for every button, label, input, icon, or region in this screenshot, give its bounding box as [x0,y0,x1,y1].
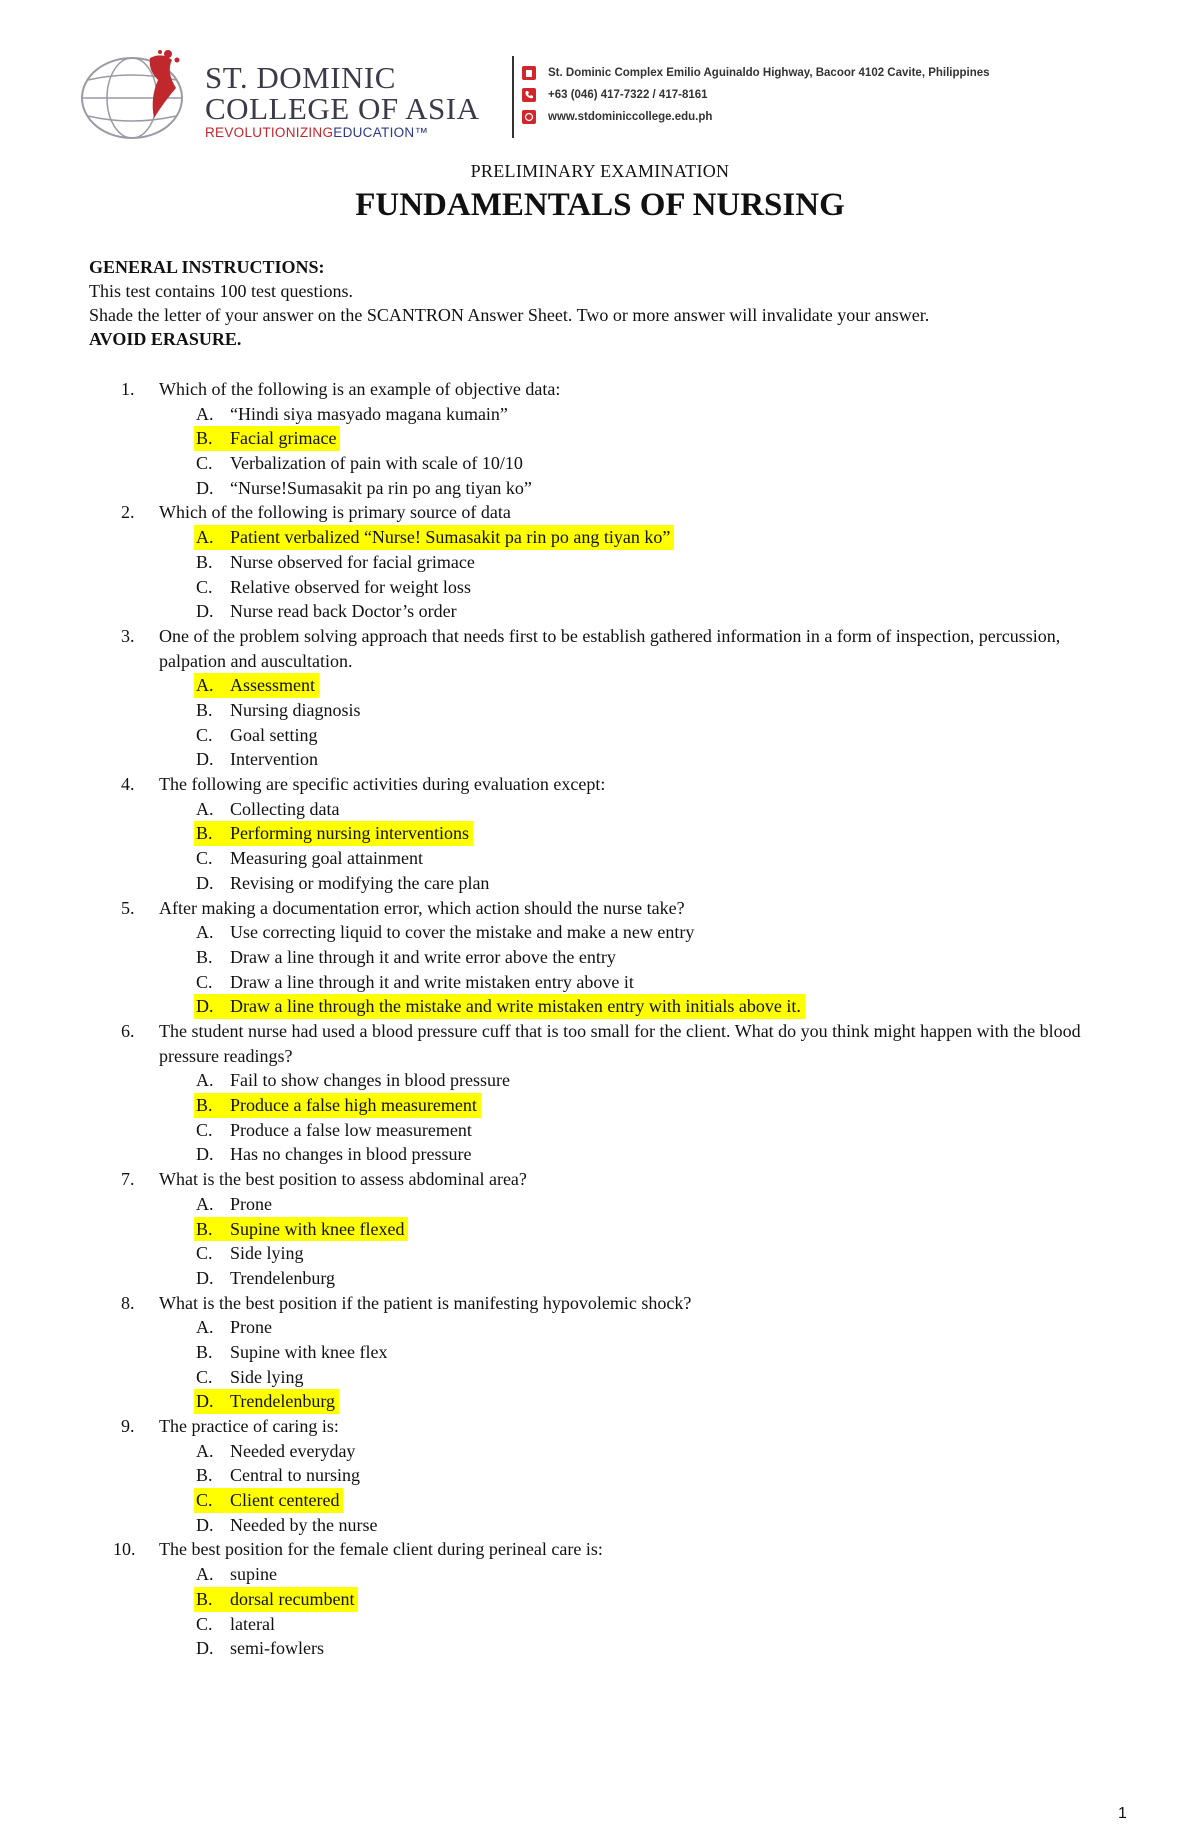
answer-option-correct [0,994,1200,1019]
answer-highlight [194,525,674,550]
option-letter: C. [196,971,213,992]
answer-option-correct [0,426,1200,451]
question-stem [0,1414,1200,1439]
option-text: Trendelenburg [230,1391,335,1412]
answer-highlight [194,1093,481,1118]
contact-address: St. Dominic Complex Emilio Aguinaldo Highway, Bacoor 4102 Cavite, Philippines [522,62,990,84]
logo-name-line2: COLLEGE OF ASIA [205,91,480,126]
question-item [0,1167,1200,1290]
answer-option [0,1241,1200,1266]
option-text: Nursing diagnosis [230,700,361,720]
answer-highlight [194,1217,408,1242]
question-item [0,772,1200,895]
option-letter: B. [196,823,213,844]
answer-option [0,970,1200,995]
answer-option [0,747,1200,772]
question-list [0,377,1200,1661]
option-text: Produce a false high measurement [230,1095,477,1116]
option-letter: C. [196,576,213,597]
option-text: Nurse read back Doctor’s order [230,601,457,622]
question-stem [0,1019,1200,1068]
option-text: Side lying [230,1243,304,1264]
globe-logo-icon [80,48,198,144]
answer-option-correct [0,1488,1200,1513]
question-number: 4. [121,774,135,795]
question-stem [0,1291,1200,1316]
question-stem [0,1537,1200,1562]
answer-option [0,1118,1200,1143]
question-number: 8. [121,1292,135,1313]
option-letter: A. [196,1070,214,1091]
option-letter: C. [196,453,213,474]
question-number: 10. [113,1539,136,1560]
answer-option [0,871,1200,896]
question-stem [0,377,1200,402]
answer-option-correct [0,1093,1200,1118]
option-text: Nurse observed for facial grimace [230,551,475,572]
instructions-heading: GENERAL INSTRUCTIONS: [89,257,325,277]
option-letter: A. [196,403,214,424]
option-text: Measuring goal attainment [230,848,423,869]
option-text: Verbalization of pain with scale of 10/10 [230,453,523,474]
question-stem [0,624,1200,673]
option-letter: B. [196,1095,213,1116]
contact-info [522,62,990,128]
option-letter: B. [196,1218,213,1239]
option-text: Has no changes in blood pressure [230,1144,472,1165]
option-letter: A. [196,922,214,943]
option-text: Supine with knee flex [230,1341,388,1362]
question-text: The student nurse had used a blood pressure cuff that is too small for the client. What do you think might happen with the blood pressure readings? [159,1020,1081,1066]
option-text: Supine with knee flexed [230,1218,405,1239]
answer-option-correct [0,673,1200,698]
option-letter: A. [196,1193,214,1214]
option-letter: D. [196,1638,214,1659]
option-text: Prone [230,1193,272,1214]
option-text: Side lying [230,1366,304,1387]
option-text: Fail to show changes in blood pressure [230,1070,510,1091]
option-letter: A. [196,1440,214,1461]
option-text: Client centered [230,1490,340,1511]
answer-option-correct [0,1217,1200,1242]
option-text: “Nurse!Sumasakit pa rin po ang tiyan ko” [230,477,532,498]
option-text: Produce a false low measurement [230,1119,472,1140]
letterhead [0,0,1200,150]
question-text: The following are specific activities during evaluation except: [159,774,606,795]
answer-option [0,723,1200,748]
answer-option [0,476,1200,501]
contact-website: www.stdominiccollege.edu.ph [522,106,990,128]
answer-highlight [194,821,473,846]
option-letter: B. [196,1465,213,1486]
question-item [0,896,1200,1019]
option-letter: B. [196,551,213,572]
answer-option-correct [0,1587,1200,1612]
option-text: Trendelenburg [230,1267,335,1288]
question-text: Which of the following is primary source of data [159,502,511,523]
question-number: 2. [121,502,135,523]
question-number: 9. [121,1416,135,1437]
answer-option [0,1315,1200,1340]
question-stem [0,896,1200,921]
option-letter: B. [196,700,213,720]
option-text: Revising or modifying the care plan [230,872,490,893]
answer-option [0,1068,1200,1093]
question-item [0,500,1200,623]
question-stem [0,500,1200,525]
option-letter: D. [196,477,214,498]
option-letter: C. [196,848,213,869]
option-letter: D. [196,749,214,770]
instructions-line: Shade the letter of your answer on the SCANTRON Answer Sheet. Two or more answer will invalidate your answer. [89,305,930,325]
option-letter: C. [196,1243,213,1264]
building-icon [522,66,536,80]
page-title: FUNDAMENTALS OF NURSING [355,187,845,223]
option-letter: A. [196,1564,214,1585]
question-text: Which of the following is an example of objective data: [159,379,561,399]
option-letter: A. [196,798,214,819]
answer-option [0,1636,1200,1661]
question-item [0,1414,1200,1537]
question-text: One of the problem solving approach that needs first to be establish gathered information in a form of inspection, percussion, palpation and auscultation. [159,625,1061,671]
option-letter: C. [196,1490,213,1511]
question-stem [0,1167,1200,1192]
option-letter: A. [196,1317,214,1338]
option-letter: C. [196,1119,213,1140]
option-text: Performing nursing interventions [230,823,469,844]
answer-option [0,1612,1200,1637]
question-number: 5. [121,897,135,918]
option-letter: B. [196,428,213,449]
page-number: 1 [1118,1805,1127,1822]
option-text: Needed by the nurse [230,1514,378,1535]
answer-option-correct [0,525,1200,550]
answer-option [0,1365,1200,1390]
answer-option-correct [0,1389,1200,1414]
question-item [0,624,1200,772]
answer-option [0,550,1200,575]
option-letter: D. [196,1391,214,1412]
question-item [0,1019,1200,1167]
question-text: What is the best position to assess abdominal area? [159,1169,527,1190]
option-text: Draw a line through it and write error above the entry [230,946,616,967]
answer-option [0,451,1200,476]
answer-option [0,1463,1200,1488]
answer-option [0,1340,1200,1365]
logo-tagline: REVOLUTIONIZINGEDUCATION™ [205,125,429,140]
option-text: “Hindi siya masyado magana kumain” [230,403,508,424]
question-text: After making a documentation error, which action should the nurse take? [159,897,685,918]
question-number: 1. [121,379,135,399]
answer-highlight [194,1389,339,1414]
option-text: dorsal recumbent [230,1588,355,1609]
question-item [0,1291,1200,1414]
answer-option [0,698,1200,723]
answer-option [0,1562,1200,1587]
contact-phone: +63 (046) 417-7322 / 417-8161 [522,84,990,106]
answer-highlight [194,426,340,451]
question-text: The practice of caring is: [159,1416,339,1437]
option-letter: A. [196,527,214,548]
option-text: lateral [230,1613,275,1634]
answer-highlight [194,673,319,698]
answer-highlight [194,994,805,1019]
option-letter: D. [196,872,214,893]
option-letter: D. [196,1144,214,1165]
instructions-line: This test contains 100 test questions. [89,281,353,301]
option-text: Draw a line through it and write mistaken entry above it [230,971,634,992]
question-stem [0,772,1200,797]
question-text: What is the best position if the patient is manifesting hypovolemic shock? [159,1292,692,1313]
option-text: Use correcting liquid to cover the mistake and make a new entry [230,922,695,943]
option-letter: D. [196,601,214,622]
answer-option [0,402,1200,427]
answer-option [0,1192,1200,1217]
answer-option [0,846,1200,871]
option-letter: A. [196,675,214,696]
option-text: Needed everyday [230,1440,356,1461]
instructions-warning: AVOID ERASURE. [89,329,242,349]
answer-option [0,1142,1200,1167]
option-letter: C. [196,1613,213,1634]
option-text: Central to nursing [230,1465,360,1486]
globe-icon [522,110,536,124]
answer-highlight [194,1488,343,1513]
option-text: supine [230,1564,277,1585]
phone-icon [522,88,536,102]
logo-name-line1: ST. DOMINIC [205,60,396,95]
option-text: Collecting data [230,798,340,819]
college-logo [80,48,500,148]
header-divider [512,56,514,138]
answer-option [0,945,1200,970]
option-text: Draw a line through the mistake and write mistaken entry with initials above it. [230,996,801,1017]
option-letter: D. [196,996,214,1017]
question-item [0,377,1200,500]
option-text: Intervention [230,749,318,770]
answer-option [0,920,1200,945]
question-item [0,1537,1200,1660]
question-number: 7. [121,1169,135,1190]
option-letter: B. [196,1588,213,1609]
answer-option [0,575,1200,600]
answer-option [0,1513,1200,1538]
answer-option [0,1266,1200,1291]
answer-option [0,599,1200,624]
option-text: semi-fowlers [230,1638,324,1659]
option-letter: C. [196,724,213,745]
option-letter: B. [196,946,213,967]
general-instructions [89,255,1119,351]
option-letter: B. [196,1341,213,1362]
option-text: Facial grimace [230,428,337,449]
answer-option-correct [0,821,1200,846]
answer-highlight [194,1587,358,1612]
question-text: The best position for the female client during perineal care is: [159,1539,603,1560]
option-text: Goal setting [230,724,318,745]
option-letter: C. [196,1366,213,1387]
option-letter: D. [196,1514,214,1535]
question-number: 6. [121,1020,135,1041]
exam-type: PRELIMINARY EXAMINATION [470,161,730,181]
option-text: Prone [230,1317,272,1338]
answer-option [0,797,1200,822]
answer-option [0,1439,1200,1464]
option-letter: D. [196,1267,214,1288]
option-text: Assessment [230,675,315,696]
option-text: Relative observed for weight loss [230,576,471,597]
question-number: 3. [121,625,135,646]
option-text: Patient verbalized “Nurse! Sumasakit pa rin po ang tiyan ko” [230,527,671,548]
